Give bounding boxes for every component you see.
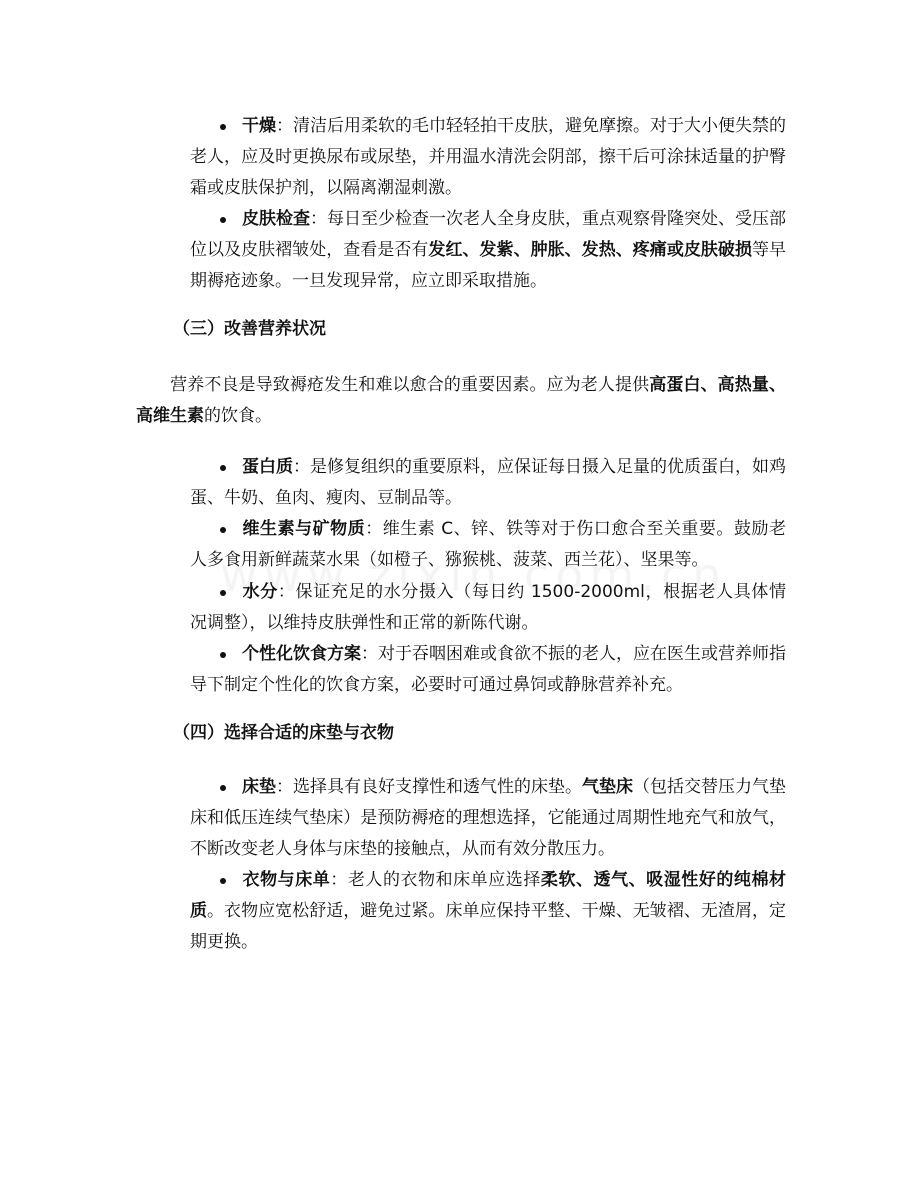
- bullet-term: 水分: [242, 582, 278, 602]
- bullet-dot-icon: [220, 878, 226, 884]
- bullet-text: ：老人的衣物和床单应选择: [330, 870, 541, 890]
- bullet-text: 。衣物应宽松舒适，避免过紧。床单应保持平整、干燥、无皱褶、无渣屑，定期更换。: [190, 901, 787, 952]
- bullet-vitamins: [190, 514, 786, 576]
- bullet-dot-icon: [220, 590, 226, 596]
- bullet-term: 干燥: [242, 116, 276, 136]
- bullet-text: ：清洁后用柔软的毛巾轻轻拍干皮肤，避免摩擦。对于大小便失禁的老人，应及时更换尿布或尿垫，并用温水清洗会阴部，擦干后可涂抹适量的护臀霜或皮肤保护剂，以隔离潮湿刺激。: [190, 116, 786, 198]
- bullet-text: ：每日至少检查一次老人全身皮肤，重点观察骨隆突处、受压部位以及皮肤褶皱处，查看是否有: [190, 209, 786, 260]
- intro-text: 的饮食。: [204, 406, 272, 426]
- bullet-text: 等早期褥疮迹象。一旦发现异常，应立即采取措施。: [190, 240, 787, 291]
- bullet-term: 蛋白质: [242, 457, 293, 477]
- bullet-skin-check: [190, 204, 786, 297]
- bullet-emphasis: 气垫床: [582, 777, 633, 797]
- bullet-term: 床垫: [242, 777, 276, 797]
- bullet-clothing: [190, 865, 786, 958]
- bullet-term: 衣物与床单: [242, 870, 331, 890]
- bullet-mattress: [190, 772, 786, 865]
- bullet-dot-icon: [220, 217, 226, 223]
- bullet-emphasis: 柔软、透气、吸湿性好的纯棉材质: [190, 870, 787, 921]
- intro-emphasis: 高蛋白、高热量、高维生素: [136, 375, 787, 426]
- bullet-emphasis: 发红、发紫、肿胀、发热、疼痛或皮肤破损: [428, 240, 752, 260]
- bullet-text: ：选择具有良好支撑性和透气性的床垫。: [276, 777, 582, 797]
- bullet-text: ：维生素 C、锌、铁等对于伤口愈合至关重要。鼓励老人多食用新鲜蔬菜水果（如橙子、猕猴桃、菠菜、西兰花）、坚果等。: [190, 519, 786, 570]
- bullet-diet-plan: [190, 639, 786, 701]
- bullet-term: 维生素与矿物质: [242, 519, 366, 539]
- section-heading-bedding: （四）选择合适的床垫与衣物: [173, 723, 394, 743]
- bullet-water: [190, 577, 786, 639]
- bullet-dot-icon: [220, 785, 226, 791]
- bullet-dot-icon: [220, 465, 226, 471]
- bullet-text: ：保证充足的水分摄入（每日约 1500-2000ml，根据老人具体情况调整），以维持皮肤弹性和正常的新陈代谢。: [190, 582, 786, 633]
- bullet-text: ：对于吞咽困难或食欲不振的老人，应在医生或营养师指导下制定个性化的饮食方案，必要时可通过鼻饲或静脉营养补充。: [190, 644, 786, 695]
- bullet-dot-icon: [220, 527, 226, 533]
- bullet-term: 个性化饮食方案: [242, 644, 361, 664]
- bullet-drying: [190, 111, 786, 204]
- bullet-term: 皮肤检查: [242, 209, 310, 229]
- bullet-protein: [190, 452, 786, 514]
- bullet-text: ：是修复组织的重要原料，应保证每日摄入足量的优质蛋白，如鸡蛋、牛奶、鱼肉、瘦肉、豆制品等。: [190, 457, 786, 508]
- section-heading-nutrition: （三）改善营养状况: [173, 319, 326, 339]
- bullet-dot-icon: [220, 124, 226, 130]
- bullet-dot-icon: [220, 652, 226, 658]
- section-intro-nutrition: [136, 370, 786, 432]
- intro-text: 营养不良是导致褥疮发生和难以愈合的重要因素。应为老人提供: [170, 375, 650, 395]
- bullet-text: （包括交替压力气垫床和低压连续气垫床）是预防褥疮的理想选择，它能通过周期性地充气和放气，不断改变老人身体与床垫的接触点，从而有效分散压力。: [190, 777, 786, 859]
